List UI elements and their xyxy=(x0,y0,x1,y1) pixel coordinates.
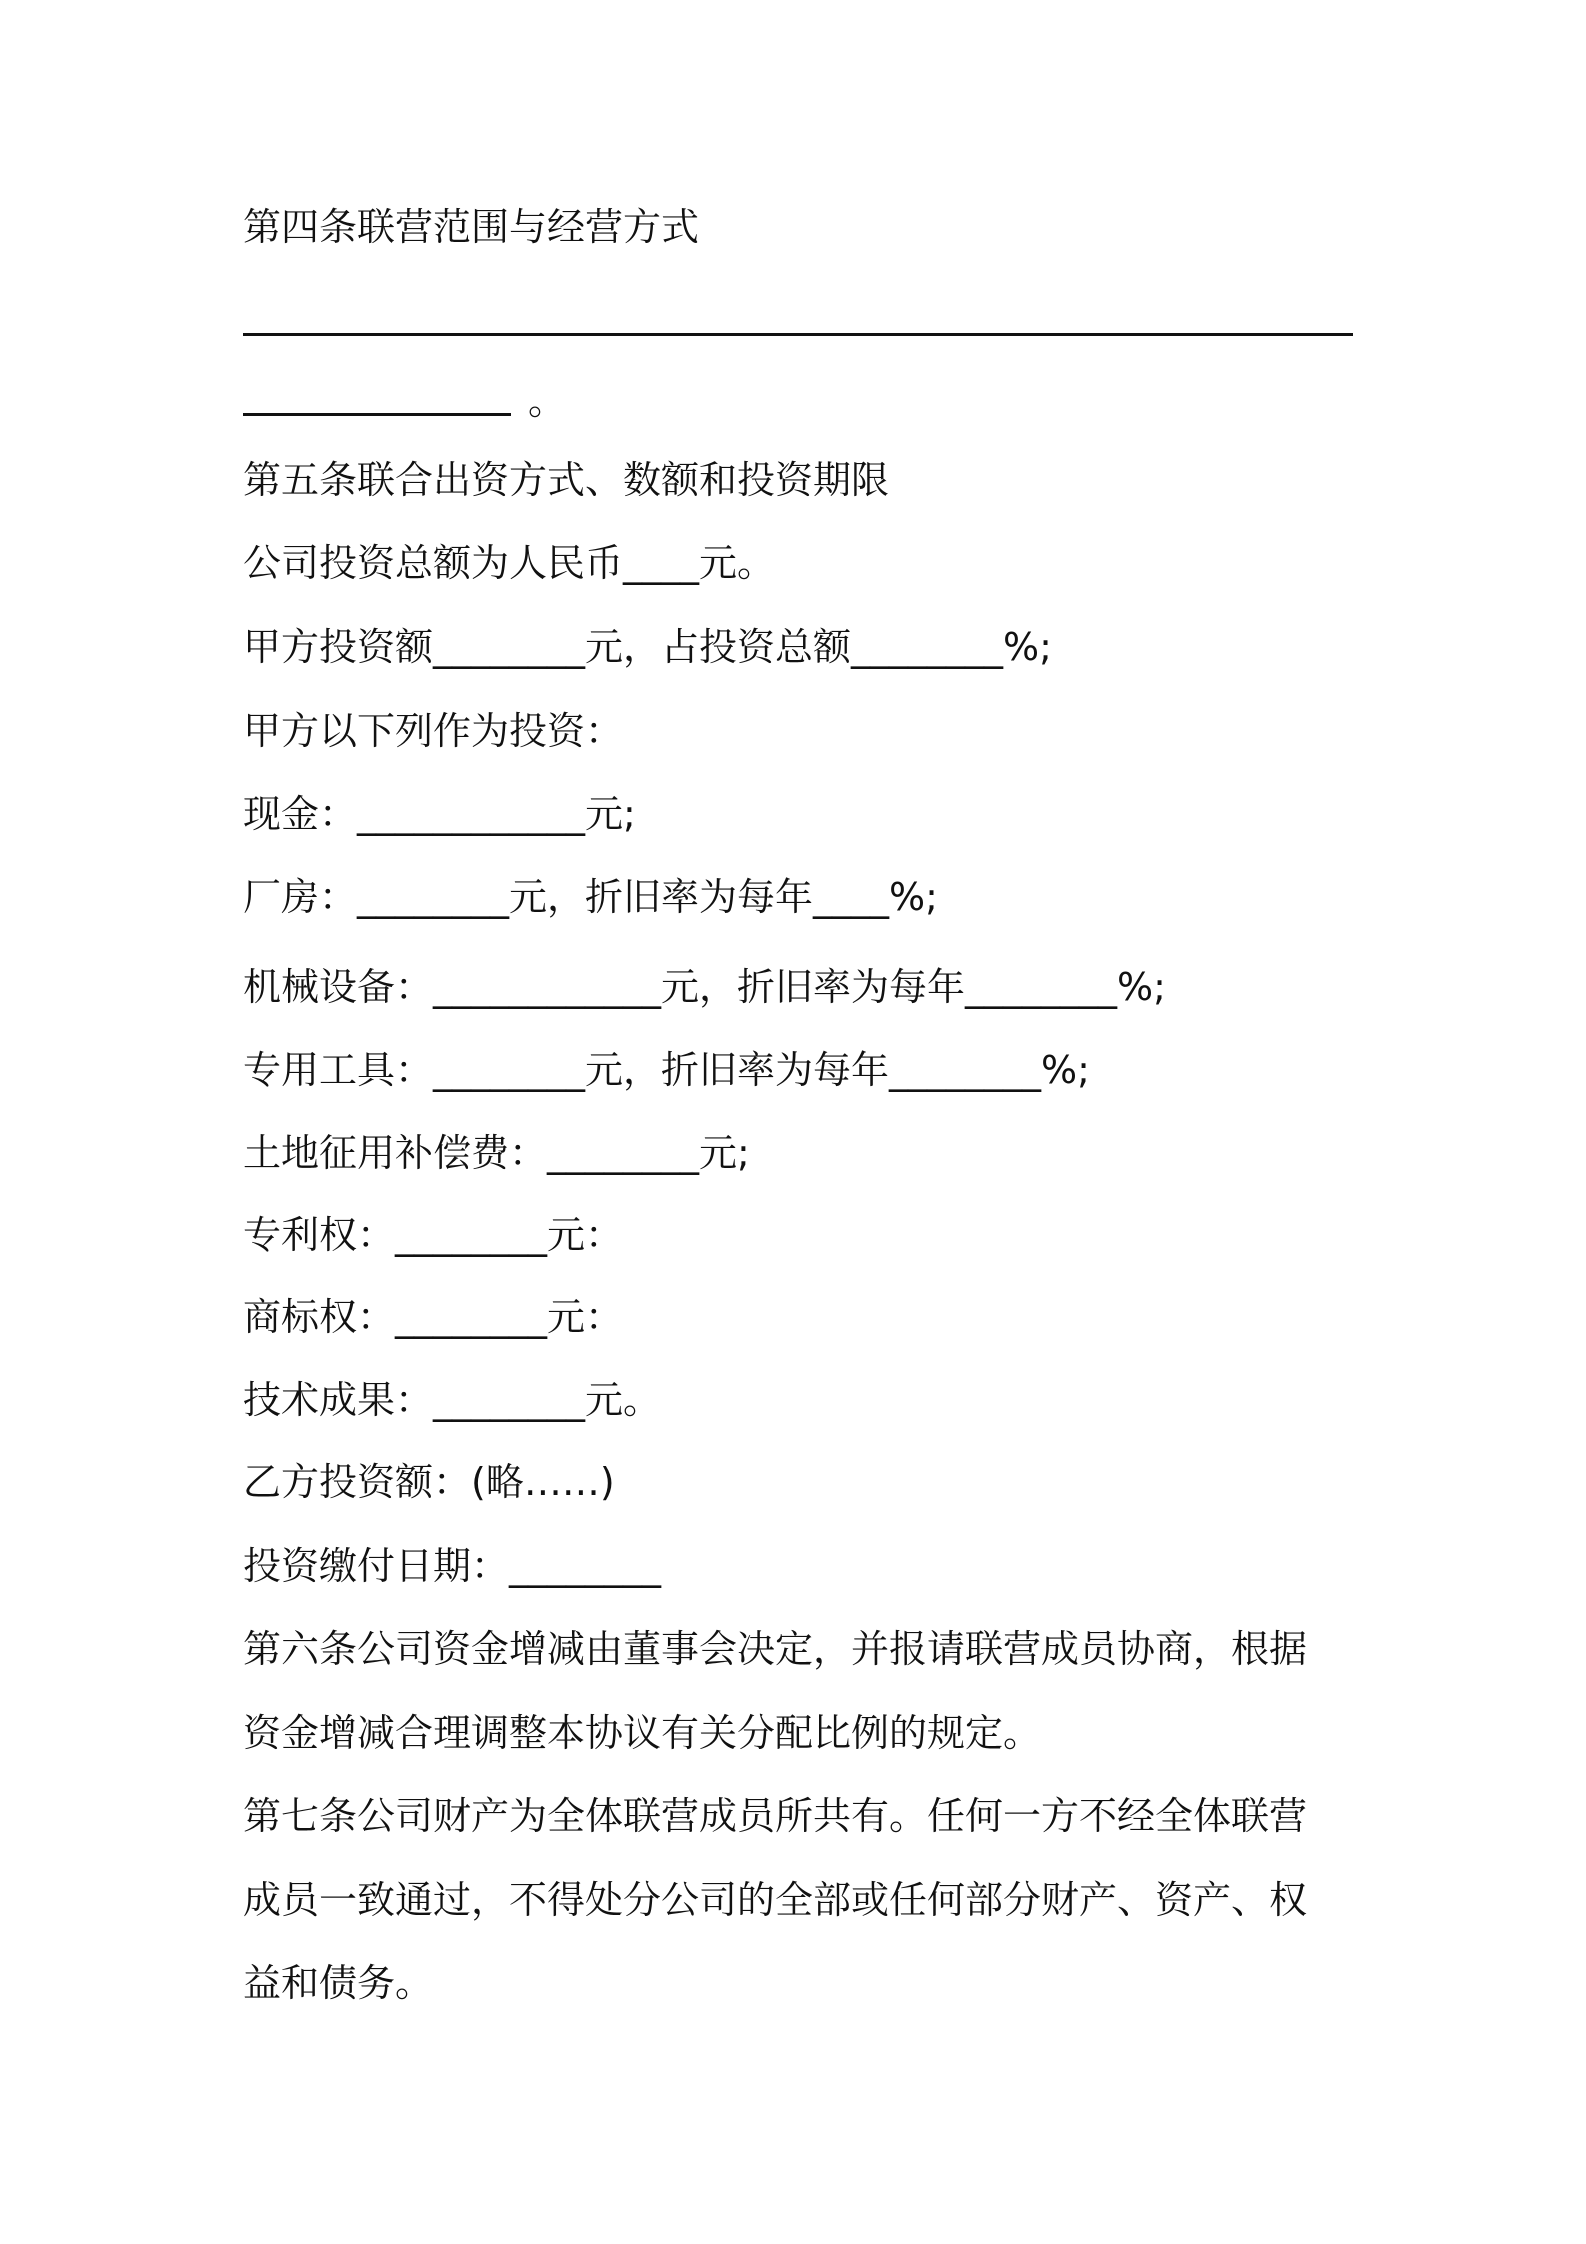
blank-fill-line-2 xyxy=(243,413,511,416)
article-4-heading: 第四条联营范围与经营方式 xyxy=(243,205,700,249)
land-compensation-line: 土地征用补偿费：________元; xyxy=(243,1131,750,1175)
blank-fill-line-1 xyxy=(243,333,1353,336)
article-7-line-3: 益和债务。 xyxy=(243,1961,434,2005)
technology-line: 技术成果：________元。 xyxy=(243,1378,662,1422)
machinery-line: 机械设备：____________元，折旧率为每年________%; xyxy=(243,965,1166,1009)
patent-line: 专利权：________元： xyxy=(243,1213,624,1257)
article-6-line-1: 第六条公司资金增减由董事会决定，并报请联营成员协商，根据 xyxy=(243,1627,1308,1671)
article-6-line-2: 资金增减合理调整本协议有关分配比例的规定。 xyxy=(243,1711,1042,1755)
trademark-line: 商标权：________元： xyxy=(243,1295,624,1339)
party-a-investment-line: 甲方投资额________元，占投资总额________%; xyxy=(243,625,1052,669)
party-a-items-intro: 甲方以下列作为投资： xyxy=(243,709,624,753)
article-5-heading: 第五条联合出资方式、数额和投资期限 xyxy=(243,458,890,502)
party-b-investment-line: 乙方投资额：(略……) xyxy=(243,1460,615,1504)
article-7-line-1: 第七条公司财产为全体联营成员所共有。任何一方不经全体联营 xyxy=(243,1794,1308,1838)
article-4-end-mark: 。 xyxy=(528,379,567,423)
article-7-line-2: 成员一致通过，不得处分公司的全部或任何部分财产、资产、权 xyxy=(243,1878,1308,1922)
payment-date-line: 投资缴付日期：________ xyxy=(243,1544,662,1588)
plant-line: 厂房：________元，折旧率为每年____%; xyxy=(243,875,938,919)
total-investment-line: 公司投资总额为人民币____元。 xyxy=(243,541,776,585)
tools-line: 专用工具：________元，折旧率为每年________%; xyxy=(243,1048,1090,1092)
cash-line: 现金：____________元; xyxy=(243,792,636,836)
